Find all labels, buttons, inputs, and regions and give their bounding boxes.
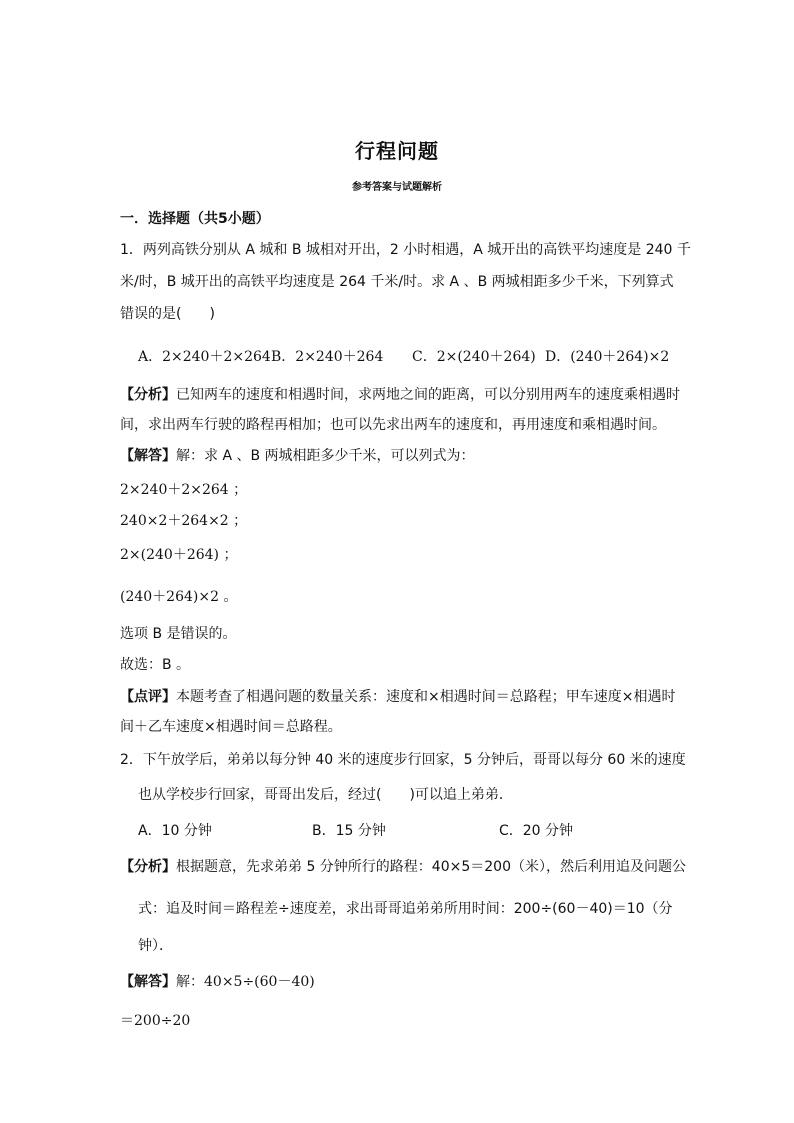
q2-analysis-line-1	[120, 856, 686, 876]
q1-option-c: C．2×(240＋264)	[412, 349, 536, 365]
q1-answer-intro: 解：求 A 、B 两城相距多少千米，可以列式为：	[176, 448, 475, 464]
q2-analysis-line-2: 式：追及时间＝路程差÷速度差，求出哥哥追弟弟所用时间：200÷(60－40)＝10（分	[138, 901, 673, 917]
analysis-tag: 【分析】	[120, 859, 176, 875]
q1-comment-line-1	[120, 686, 675, 706]
q1-option-b: B．2×240＋264	[271, 349, 384, 365]
comment-tag: 【点评】	[120, 689, 176, 705]
answer-tag: 【解答】	[120, 448, 176, 464]
page-title: 行程问题	[355, 139, 439, 163]
q1-option-d: D．(240＋264)×2	[545, 349, 670, 365]
q1-stem-line-1: 1．两列高铁分别从 A 城和 B 城相对开出，2 小时相遇，A 城开出的高铁平均速度是 240 千	[120, 242, 691, 258]
q2-option-a: A．10 分钟	[138, 823, 212, 839]
q2-answer-expression: 解：40×5÷(60－40)	[176, 974, 315, 990]
q1-choice: 故选：B 。	[120, 657, 191, 673]
q1-stem-line-2: 米/时，B 城开出的高铁平均速度是 264 千米/时。求 A 、B 两城相距多少千米，下列算式	[120, 274, 674, 290]
q1-analysis-line-2: 间，求出两车行驶的路程再相加；也可以先求出两车的速度和，再用速度和乘相遇时间。	[120, 417, 666, 433]
q1-analysis-line-1	[120, 384, 680, 404]
q2-stem-line-1: 2．下午放学后，弟弟以每分钟 40 米的速度步行回家，5 分钟后，哥哥以每分 60 米的速度	[120, 752, 686, 768]
q2-analysis-text-1: 根据题意，先求弟弟 5 分钟所行的路程：40×5＝200（米），然后利用追及问题公	[176, 859, 686, 875]
page-subtitle: 参考答案与试题解析	[352, 182, 442, 193]
q2-answer-line	[120, 971, 315, 991]
q1-comment-text-1: 本题考查了相遇问题的数量关系：速度和×相遇时间＝总路程；甲车速度×相遇时	[176, 689, 676, 705]
q1-formula-1: 2×240＋2×264 ；	[120, 482, 248, 498]
q1-comment-line-2: 间＋乙车速度×相遇时间＝总路程。	[120, 719, 342, 735]
q1-stem-line-3: 错误的是( )	[120, 306, 215, 322]
q1-formula-2: 240×2＋264×2 ；	[120, 513, 248, 529]
q2-option-c: C．20 分钟	[499, 823, 574, 839]
q2-answer-step: ＝200÷20	[120, 1013, 191, 1029]
q1-formula-4: (240＋264)×2 。	[120, 589, 238, 605]
q1-conclusion: 选项 B 是错误的。	[120, 626, 237, 642]
answer-tag: 【解答】	[120, 974, 176, 990]
q1-formula-3: 2×(240＋264) ；	[120, 547, 238, 563]
q2-option-b: B．15 分钟	[312, 823, 386, 839]
q1-option-a: A．2×240＋2×264	[138, 349, 271, 365]
q2-stem-line-2: 也从学校步行回家，哥哥出发后，经过( )可以追上弟弟．	[138, 787, 513, 803]
q1-analysis-text-1: 已知两车的速度和相遇时间，求两地之间的距离，可以分别用两车的速度乘相遇时	[176, 387, 680, 403]
section-heading: 一．选择题（共5小题）	[120, 211, 270, 227]
q2-analysis-line-3: 钟）．	[138, 938, 173, 954]
analysis-tag: 【分析】	[120, 387, 176, 403]
q1-answer-line	[120, 445, 475, 465]
